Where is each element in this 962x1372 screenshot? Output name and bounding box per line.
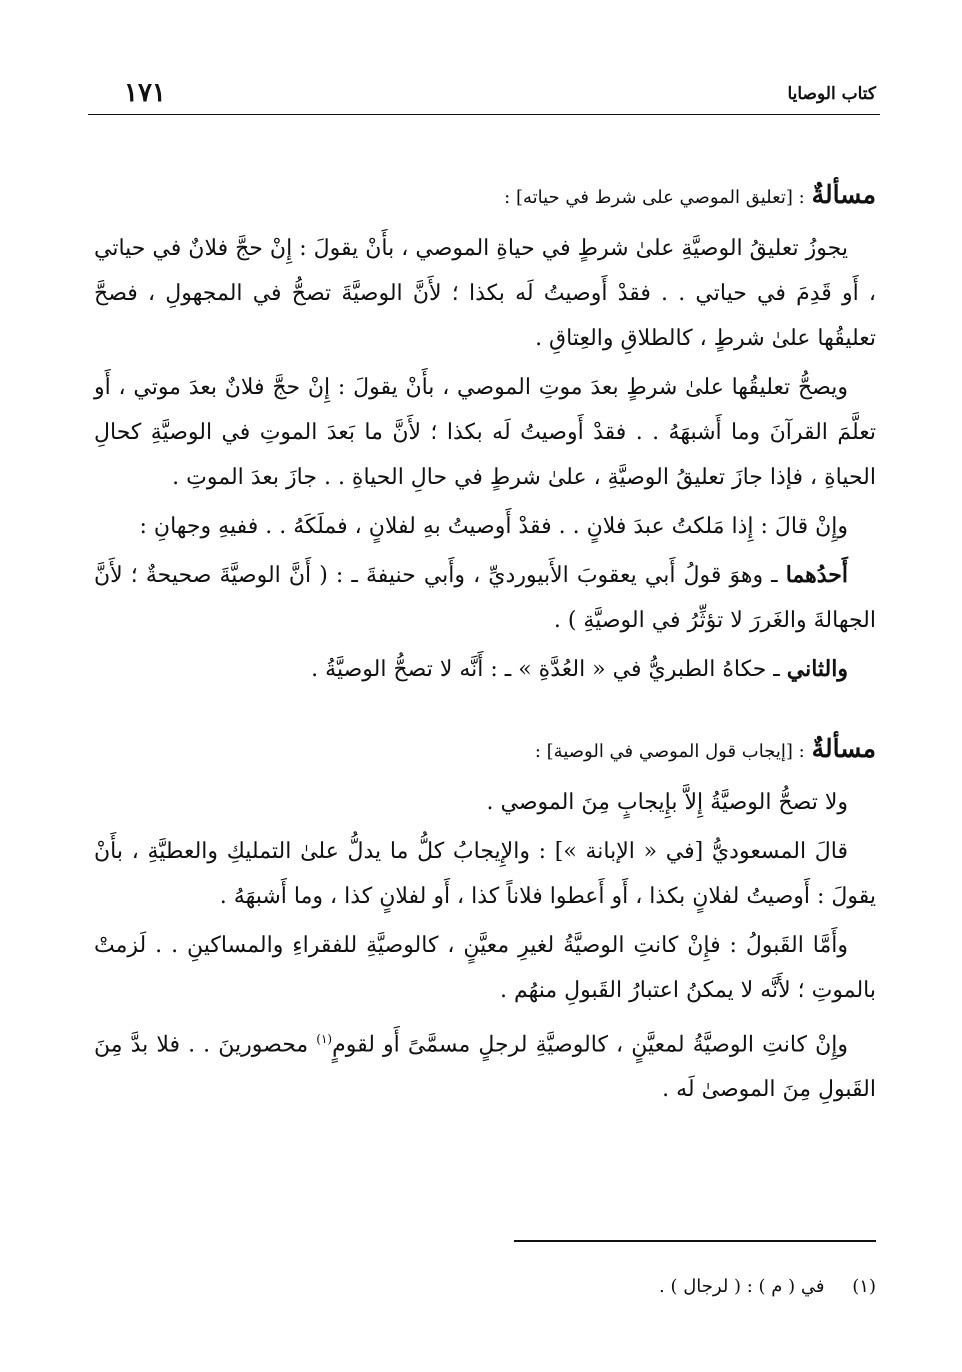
footnote — [96, 1276, 876, 1297]
paragraph: ويصحُّ تعليقُها علىٰ شرطٍ بعدَ موتِ الموصي ، بأَنْ يقولَ : إِنْ حجَّ فلانٌ بعدَ موتي ، أَو تعلَّمَ القرآنَ وما أَشبهَهُ . . فقدْ أَوصيتُ لَه بكذا ؛ لأَنَّ ما بَعدَ الموتِ في الوصيَّةِ كحالِ الحياةِ ، فإذا جازَ تعليقُ الوصيَّةِ ، علىٰ شرطٍ في حالِ الحياةِ . . جازَ بعدَ الموتِ . — [94, 375, 876, 490]
page-header — [88, 78, 880, 118]
paragraph: وأَمَّا القَبولُ : فإِنْ كانتِ الوصيَّةُ لغيرِ معيَّنٍ ، كالوصيَّةِ للفقراءِ والمساكينِ . . لَزمتْ بالموتِ ؛ لأَنَّه لا يمكنُ اعتبارُ القَبولِ منهُم . — [94, 933, 876, 1003]
section-label: مسألةٌ — [811, 180, 876, 209]
footnote-rule — [514, 1240, 876, 1242]
opinion-paragraph — [94, 553, 876, 643]
section-heading — [94, 726, 876, 774]
opinion-lead: أَحدُهما — [785, 562, 848, 588]
footnote-marker[interactable]: (١) — [316, 1032, 333, 1046]
paragraph — [94, 1017, 876, 1112]
paragraph: يجوزُ تعليقُ الوصيَّةِ علىٰ شرطٍ في حياةِ الموصي ، بأَنْ يقولَ : إِنْ حجَّ فلانٌ في حياتي ، أَو قَدِمَ في حياتي . . فقدْ أَوصيتُ لَه بكذا ؛ لأَنَّ الوصيَّةَ تصحُّ في المجهولِ ، فصحَّ تعليقُها علىٰ شرطٍ ، كالطلاقِ والعِتاقِ . — [94, 236, 876, 351]
paragraph: قالَ المسعوديُّ [في « الإبانة »] : والإِيجابُ كلُّ ما يدلُّ علىٰ التمليكِ والعطيَّةِ ، بأَنْ يقولَ : أَوصيتُ لفلانٍ بكذا ، أَو أَعطوا فلاناً كذا ، أَو لفلانٍ كذا ، وما أَشبهَهُ . — [94, 839, 876, 909]
paragraph: وإِنْ قالَ : إِذا مَلكتُ عبدَ فلانٍ . . فقدْ أَوصيتُ بهِ لفلانٍ ، فملَكَهُ . . ففيهِ وجهانِ : — [139, 514, 848, 539]
paragraph: ولا تصحُّ الوصيَّةُ إِلاَّ بإِيجابٍ مِنَ الموصي . — [486, 790, 848, 815]
section-topic: : [تعليق الموصي على شرط في حياته] : — [504, 187, 805, 208]
page-body — [94, 172, 876, 1116]
footnote-text: في ( م ) : ( لرجال ) . — [659, 1276, 825, 1297]
opinion-text: ـ حكاهُ الطبريُّ في « العُدَّةِ » ـ : أَنَّه لا تصحُّ الوصيَّةُ . — [311, 657, 787, 682]
section-heading — [94, 172, 876, 220]
section-gap — [94, 696, 876, 726]
paragraph-text: محصورينَ . . فلا بدَّ مِنَ القَبولِ مِنَ الموصىٰ لَه . — [94, 1032, 876, 1103]
paragraph-text: وإِنْ كانتِ الوصيَّةُ لمعيَّنٍ ، كالوصيَّةِ لرجلٍ مسمَّىً أَو لقومٍ — [332, 1032, 848, 1058]
section-topic: : [إيجاب قول الموصي في الوصية] : — [534, 741, 805, 762]
page-number: ١٧١ — [124, 78, 166, 108]
opinion-lead: والثاني — [786, 656, 848, 682]
opinion-paragraph — [94, 647, 876, 692]
running-title: كتاب الوصايا — [787, 84, 876, 104]
header-rule — [88, 114, 880, 115]
opinion-text: ـ وهوَ قولُ أَبي يعقوبَ الأَبيورديِّ ، وأَبي حنيفةَ ـ : ( أَنَّ الوصيَّةَ صحيحةٌ ؛ لأَنَّ الجهالةَ والغَررَ لا تؤثِّرُ في الوصيَّةِ ) . — [94, 563, 876, 633]
footnote-number: (١) — [852, 1276, 876, 1297]
section-label: مسألةٌ — [811, 734, 876, 763]
